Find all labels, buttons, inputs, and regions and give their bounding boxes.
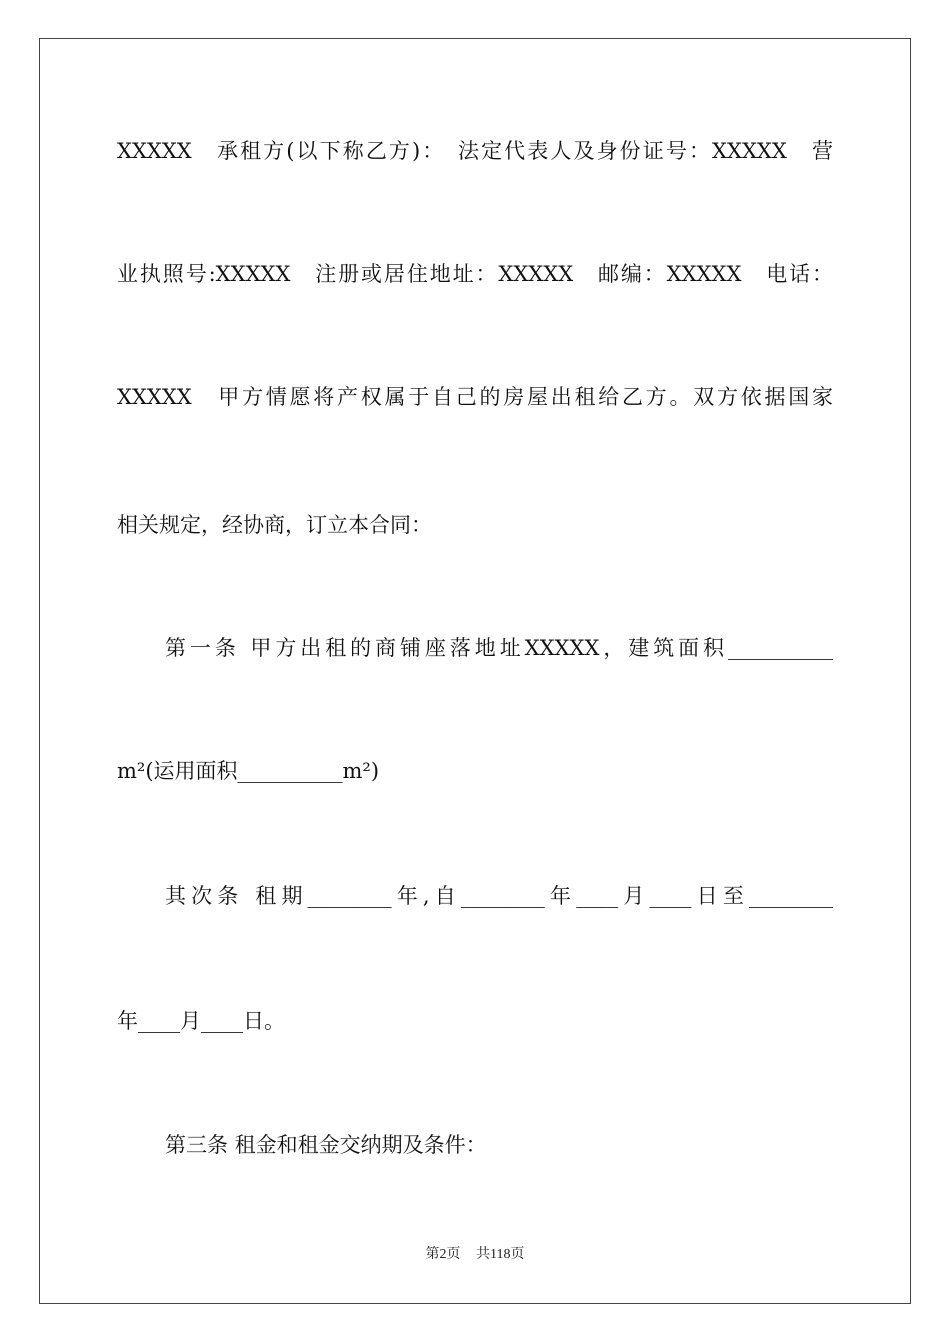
text-line-1: XXXXX 承租方(以下称乙方)： 法定代表人及身份证号：XXXXX 营 [117,139,833,163]
text-line-2: 业执照号:XXXXX 注册或居住地址：XXXXX 邮编：XXXXX 电话： [117,262,833,286]
page-footer [0,1246,950,1264]
article-1-line-1: 第一条 甲方出租的商铺座落地址XXXXX，建筑面积__________ [165,636,833,660]
page-number: 第2页 [425,1247,461,1262]
article-2-line-1: 其次条 租期________年,自________年____月____日至________ [165,884,833,908]
text-line-3: XXXXX 甲方情愿将产权属于自己的房屋出租给乙方。双方依据国家 [117,385,833,409]
text-line-4: 相关规定，经协商，订立本合同： [117,513,432,537]
page-total: 共118页 [476,1247,525,1262]
article-2-line-2: 年____月____日。 [117,1009,285,1033]
article-3-heading: 第三条 租金和租金交纳期及条件： [165,1133,487,1157]
page-border [39,38,911,1304]
article-1-line-2: m²(运用面积__________m²) [117,759,380,783]
